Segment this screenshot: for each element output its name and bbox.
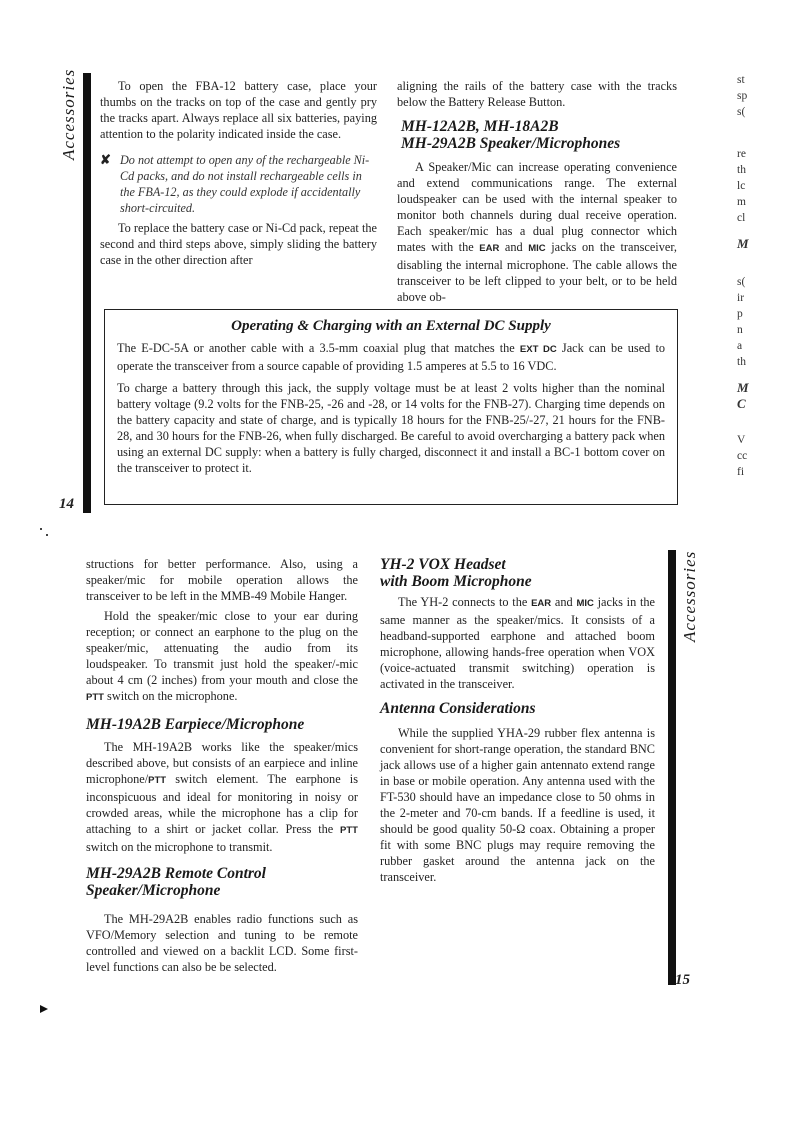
paragraph: structions for better performance. Also, using a speaker/mic for mobile operation allows the transceiver to be left in the MMB-49 Mobile Hanger.	[86, 557, 358, 603]
paragraph: To replace the battery case or Ni-Cd pack, repeat the second and third steps above, simply sliding the battery case in the other direction after	[100, 221, 377, 267]
warning-text: Do not attempt to open any of the rechargeable Ni-Cd packs, and do not install rechargeable cells in the FBA-12, as they could explode if accidentally short-circuited.	[120, 153, 370, 215]
edge-fragment: s(	[737, 106, 746, 118]
edge-fragment: st	[737, 74, 745, 86]
edge-fragment: C	[737, 396, 746, 411]
page-number-15: 15	[675, 972, 690, 988]
edge-fragment: fi	[737, 466, 745, 478]
paragraph: The MH-19A2B works like the speaker/mics described above, but consists of an earpiece and inline microphone/PTT switch element. The earphone is inconspicuous and ideal for monitoring in noisy or crowded areas, while the microphone has a clip for attaching to a shirt or jacket collar. Press the PTT switch on the microphone to transmit.	[86, 740, 358, 854]
edge-fragment: a	[737, 340, 743, 352]
edge-fragment: n	[737, 324, 743, 336]
paragraph: The E-DC-5A or another cable with a 3.5-mm coaxial plug that matches the EXT DC Jack can be used to operate the transceiver from a source capable of providing 1.5 amperes at 5.5 to 16 VDC.	[117, 341, 666, 373]
mic-jack-label: MIC	[576, 598, 594, 609]
heading-yh2-line2: with Boom Microphone	[380, 573, 532, 590]
heading-line: MH-12A2B, MH-18A2B	[401, 118, 559, 135]
edge-fragment: M	[737, 236, 749, 251]
x-mark-icon: ✘	[100, 152, 111, 167]
paragraph: Hold the speaker/mic close to your ear during reception; or connect an earphone to the plug on the speaker/mic, attenuating the audio from its loudspeaker. To transmit just hold the speaker/-mic about 4 cm (2 inches) from your mouth and close the PTT switch on the microphone.	[86, 609, 358, 703]
edge-fragment: cc	[737, 450, 748, 462]
right-edge-fragments	[737, 72, 767, 480]
heading-line: MH-29A2B Speaker/Microphones	[401, 135, 621, 152]
paragraph: The MH-29A2B enables radio functions such as VFO/Memory selection and tuning to be remote controlled and viewed on a backlit LCD. Some first-level functions can also be be selected.	[86, 912, 358, 974]
edge-fragment: lc	[737, 180, 746, 192]
ear-jack-label: EAR	[479, 243, 500, 254]
crop-mark-dot	[40, 528, 42, 530]
mic-jack-label: MIC	[528, 243, 546, 254]
box-title: Operating & Charging with an External DC Supply	[231, 318, 551, 334]
paragraph: While the supplied YHA-29 rubber flex antenna is convenient for short-range operation, the standard BNC jack allows use of a higher gain antennato extend range in base or mobile operation. Any antenna used with the FT-530 should have an impedance close to 50 ohms in the 2-meter and 70-cm bands. If a feedline is used, it should be good quality 50-Ω coax. Obtaining a proper fit with some BNC plugs may require removing the rubber gasket around the antenna jack on the transceiver.	[380, 726, 655, 884]
paragraph: aligning the rails of the battery case with the tracks below the Battery Release Button.	[397, 79, 677, 109]
edge-fragment: M	[737, 380, 749, 395]
lower-left-column	[86, 556, 358, 975]
warning-block	[100, 152, 377, 216]
section-tab-accessories-lower: Accessories	[680, 550, 699, 642]
margin-bar-lower	[668, 550, 676, 985]
heading-yh2: YH-2 VOX Headset	[380, 556, 506, 573]
heading-mh29: MH-29A2B Remote Control Speaker/Microphone	[86, 865, 266, 899]
page-number-14: 14	[59, 496, 74, 512]
upper-left-column	[100, 78, 377, 268]
edge-fragment: V	[737, 434, 746, 446]
dc-supply-box	[104, 309, 678, 505]
paragraph: The YH-2 connects to the EAR and MIC jacks in the same manner as the speaker/mics. It consists of a headband-supported earphone and attached boom microphone, allowing hands-free operation when VOX (voice-actuated transmit switching) operation is activated in the transceiver.	[380, 595, 655, 691]
ptt-label: PTT	[86, 692, 104, 703]
paragraph: A Speaker/Mic can increase operating convenience and extend communications range. The external loudspeaker can be used with the internal speaker to monitor both channels during dual receive operation. Each speaker/mic has a dual plug connector which mates with the EAR and MIC jacks on the transceiver, disabling the internal microphone. The cable allows the transceiver to be left clipped to your belt, or to be held above ob-	[397, 160, 677, 304]
ext-dc-jack-label: EXT DC	[519, 344, 557, 355]
crop-mark	[40, 1005, 48, 1013]
edge-fragment: m	[737, 196, 746, 208]
section-tab-accessories-upper: Accessories	[59, 68, 78, 160]
edge-fragment: s(	[737, 276, 746, 288]
crop-mark-dot	[46, 534, 48, 536]
lower-right-column	[380, 556, 655, 885]
edge-fragment: p	[737, 308, 743, 320]
heading-speaker-mics	[401, 118, 677, 152]
heading-mh19: MH-19A2B Earpiece/Microphone	[86, 716, 305, 733]
edge-fragment: th	[737, 164, 746, 176]
heading-antenna: Antenna Considerations	[380, 700, 536, 717]
ear-jack-label: EAR	[531, 598, 552, 609]
edge-fragment: re	[737, 148, 746, 160]
upper-right-column	[397, 78, 677, 305]
edge-fragment: sp	[737, 90, 748, 102]
ptt-label: PTT	[340, 825, 358, 836]
margin-bar-upper	[83, 73, 91, 513]
paragraph: To charge a battery through this jack, the supply voltage must be at least 2 volts higher than the nominal battery voltage (9.2 volts for the FNB-25, -26 and -28, or 14 volts for the FNB-27). Charging time depends on the battery capacity and state of charge, and is typically 18 hours for the FNB-25/-27, 21 hours for the FNB-28, and 30 hours for the FNB-26, when fully discharged. Be careful to avoid overcharging a battery pack when using an external DC supply: when a battery is fully charged, disconnect it and install a BC-1 bottom cover on the transceiver to protect it.	[117, 381, 665, 475]
ptt-label: PTT	[148, 775, 167, 786]
edge-fragment: th	[737, 356, 746, 368]
edge-fragment: ir	[737, 292, 745, 304]
edge-fragment: cl	[737, 212, 746, 224]
paragraph: To open the FBA-12 battery case, place your thumbs on the tracks on top of the case and gently pry the tracks apart. Always replace all six batteries, paying attention to the polarity indicated inside the case.	[100, 79, 377, 141]
